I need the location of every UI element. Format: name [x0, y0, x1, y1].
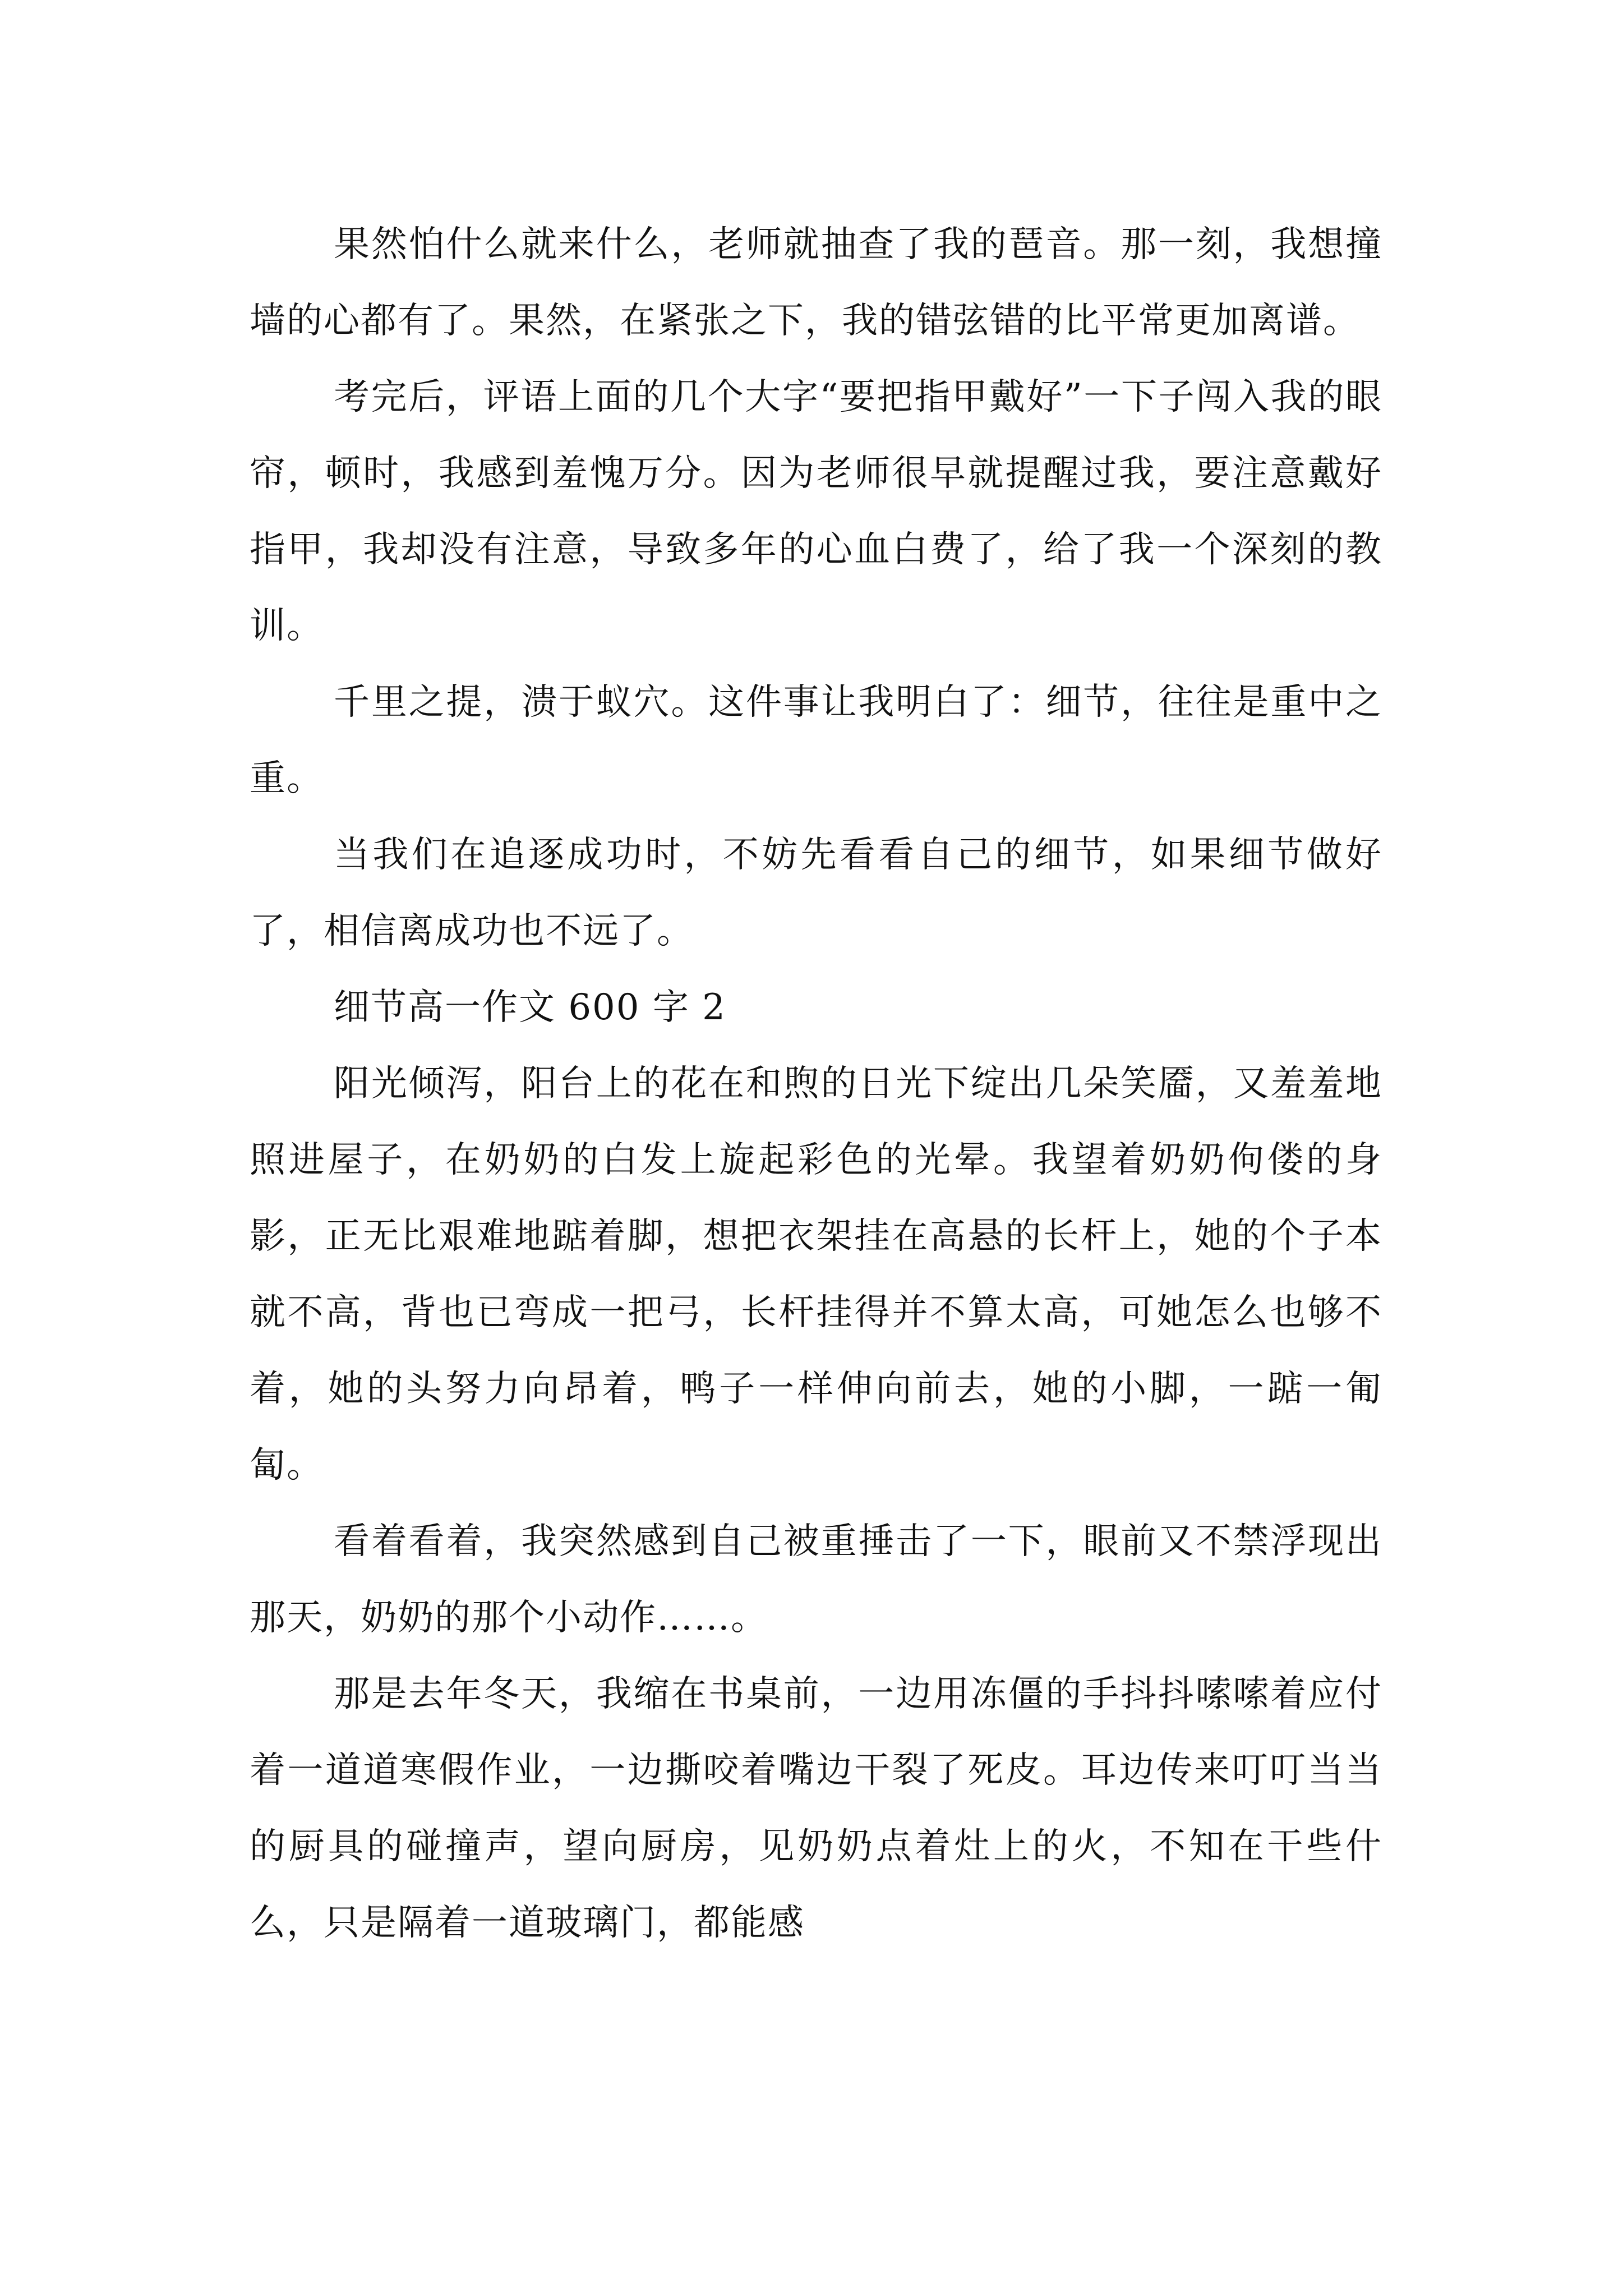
paragraph: 考完后，评语上面的几个大字“要把指甲戴好”一下子闯入我的眼帘，顿时，我感到羞愧万分。因为老师很早就提醒过我，要注意戴好指甲，我却没有注意，导致多年的心血白费了，给了我一个深刻的教训。: [250, 376, 1382, 647]
paragraph: 那是去年冬天，我缩在书桌前，一边用冻僵的手抖抖嗦嗦着应付着一道道寒假作业，一边撕咬着嘴边干裂了死皮。耳边传来叮叮当当的厨具的碰撞声，望向厨房，见奶奶点着灶上的火，不知在干些什么，只是隔着一道玻璃门，都能感: [250, 1673, 1382, 1944]
paragraph: 千里之提，溃于蚁穴。这件事让我明白了：细节，往往是重中之重。: [250, 682, 1382, 799]
document-body: [250, 206, 1382, 1961]
section-heading: 细节高一作文 600 字 2: [334, 987, 726, 1028]
paragraph: 看着看着，我突然感到自己被重捶击了一下，眼前又不禁浮现出那天，奶奶的那个小动作……。: [250, 1521, 1382, 1639]
paragraph: 阳光倾泻，阳台上的花在和煦的日光下绽出几朵笑靥，又羞羞地照进屋子，在奶奶的白发上旋起彩色的光晕。我望着奶奶佝偻的身影，正无比艰难地踮着脚，想把衣架挂在高悬的长杆上，她的个子本就不高，背也已弯成一把弓，长杆挂得并不算太高，可她怎么也够不着，她的头努力向昂着，鸭子一样伸向前去，她的小脚，一踮一匍匐。: [250, 1063, 1382, 1486]
paragraph: 当我们在追逐成功时，不妨先看看自己的细节，如果细节做好了，相信离成功也不远了。: [250, 834, 1382, 952]
paragraph: 果然怕什么就来什么，老师就抽查了我的琶音。那一刻，我想撞墙的心都有了。果然，在紧张之下，我的错弦错的比平常更加离谱。: [250, 224, 1382, 342]
